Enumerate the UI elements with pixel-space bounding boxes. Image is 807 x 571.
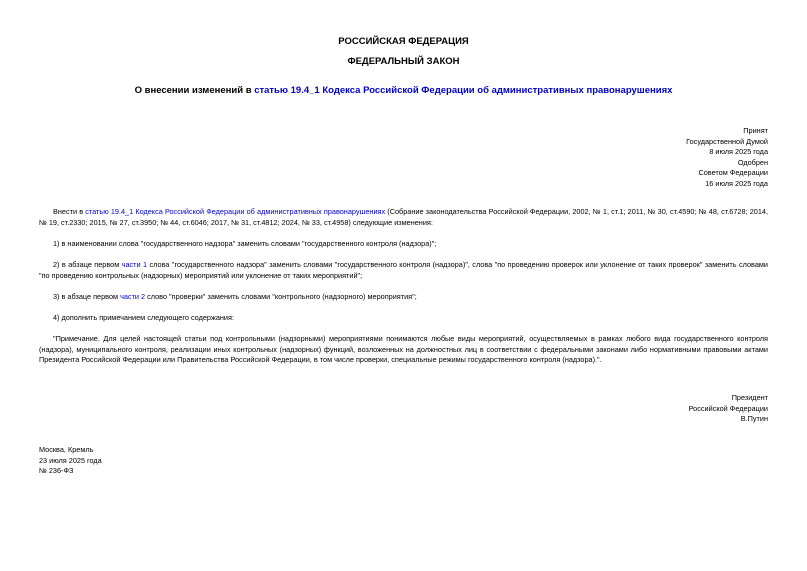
adoption-block xyxy=(686,126,768,190)
signature-org: Российской Федерации xyxy=(688,403,768,413)
item-2-text: слова "государственного надзора" заменить словами "государственного контроля (надзора)", слова "по проведению проверок или уклонение от таких проверок" заменить словами "по проведению контрольных (надзорных) мероприятий или уклонение от таких мероприятий"; xyxy=(39,259,768,280)
law-title-prefix: О внесении изменений в xyxy=(134,85,255,96)
paragraph-item-1: 1) в наименовании слова "государственного надзора" заменить словами "государственного контроля (надзора)"; xyxy=(53,238,437,248)
paragraph-item-3 xyxy=(39,292,768,303)
place-date-block xyxy=(39,445,102,477)
paragraph-intro xyxy=(39,207,768,228)
paragraph-intro-text: (Собрание законодательства Российской Федерации, 2002, № 1, ст.1; 2011, № 30, ст.4590; № 48, ст.6728; 2014, № 19, ст.2330; 2015, № 27, ст.3950; № 44, ст.6046; 2017, № 31, ст.4812; 2024, № 33, ст.4958) следующие изменения: xyxy=(39,207,768,227)
document-type-heading: ФЕДЕРАЛЬНЫЙ ЗАКОН xyxy=(347,56,460,67)
law-number: № 236-ФЗ xyxy=(39,466,74,476)
approved-by: Советом Федерации xyxy=(698,168,768,178)
paragraph-item-4: 4) дополнить примечанием следующего содержания: xyxy=(53,312,234,322)
law-body xyxy=(39,207,768,377)
law-title xyxy=(0,85,807,96)
approved-date: 16 июля 2025 года xyxy=(705,178,768,188)
paragraph-note: "Примечание. Для целей настоящей статьи под контрольными (надзорными) мероприятиями понимаются любые виды мероприятий, осуществляемых в рамках любого вида государственного контроля (надзора), муниципального контроля, реализации иных контрольных (надзорных) функций, возложенных на должностных лиц в соответствии с федеральными законами либо нормативными правовыми актами Президента Российской Федерации или Правительства Российской Федерации, в том числе проверки, специальные режимы государственного контроля (надзора).". xyxy=(39,334,768,365)
signature-block xyxy=(689,393,768,425)
signature-name: В.Путин xyxy=(740,414,768,424)
law-title-article-link[interactable]: статью 19.4_1 Кодекса Российской Федерации об административных правонарушениях xyxy=(254,85,673,96)
signature-title: Президент xyxy=(731,393,768,402)
paragraph-intro-prefix: Внести в xyxy=(53,207,86,216)
item-3-text: слово "проверки" заменить словами "контрольного (надзорного) мероприятия"; xyxy=(145,291,417,301)
part-1-link[interactable]: части 1 xyxy=(121,259,148,269)
item-2-prefix: 2) в абзаце первом xyxy=(53,259,122,269)
article-link[interactable]: статью 19.4_1 Кодекса Российской Федерации об административных правонарушениях xyxy=(85,207,386,216)
signing-place: Москва, Кремль xyxy=(39,445,94,454)
signing-date: 23 июля 2025 года xyxy=(39,455,102,465)
country-heading: РОССИЙСКАЯ ФЕДЕРАЦИЯ xyxy=(338,36,469,47)
approved-label: Одобрен xyxy=(737,157,768,167)
adopted-by: Государственной Думой xyxy=(686,136,768,146)
adopted-label: Принят xyxy=(743,126,768,135)
item-3-prefix: 3) в абзаце первом xyxy=(53,291,121,301)
paragraph-item-2 xyxy=(39,260,768,281)
part-2-link[interactable]: части 2 xyxy=(120,291,146,301)
adopted-date: 8 июля 2025 года xyxy=(709,147,768,157)
